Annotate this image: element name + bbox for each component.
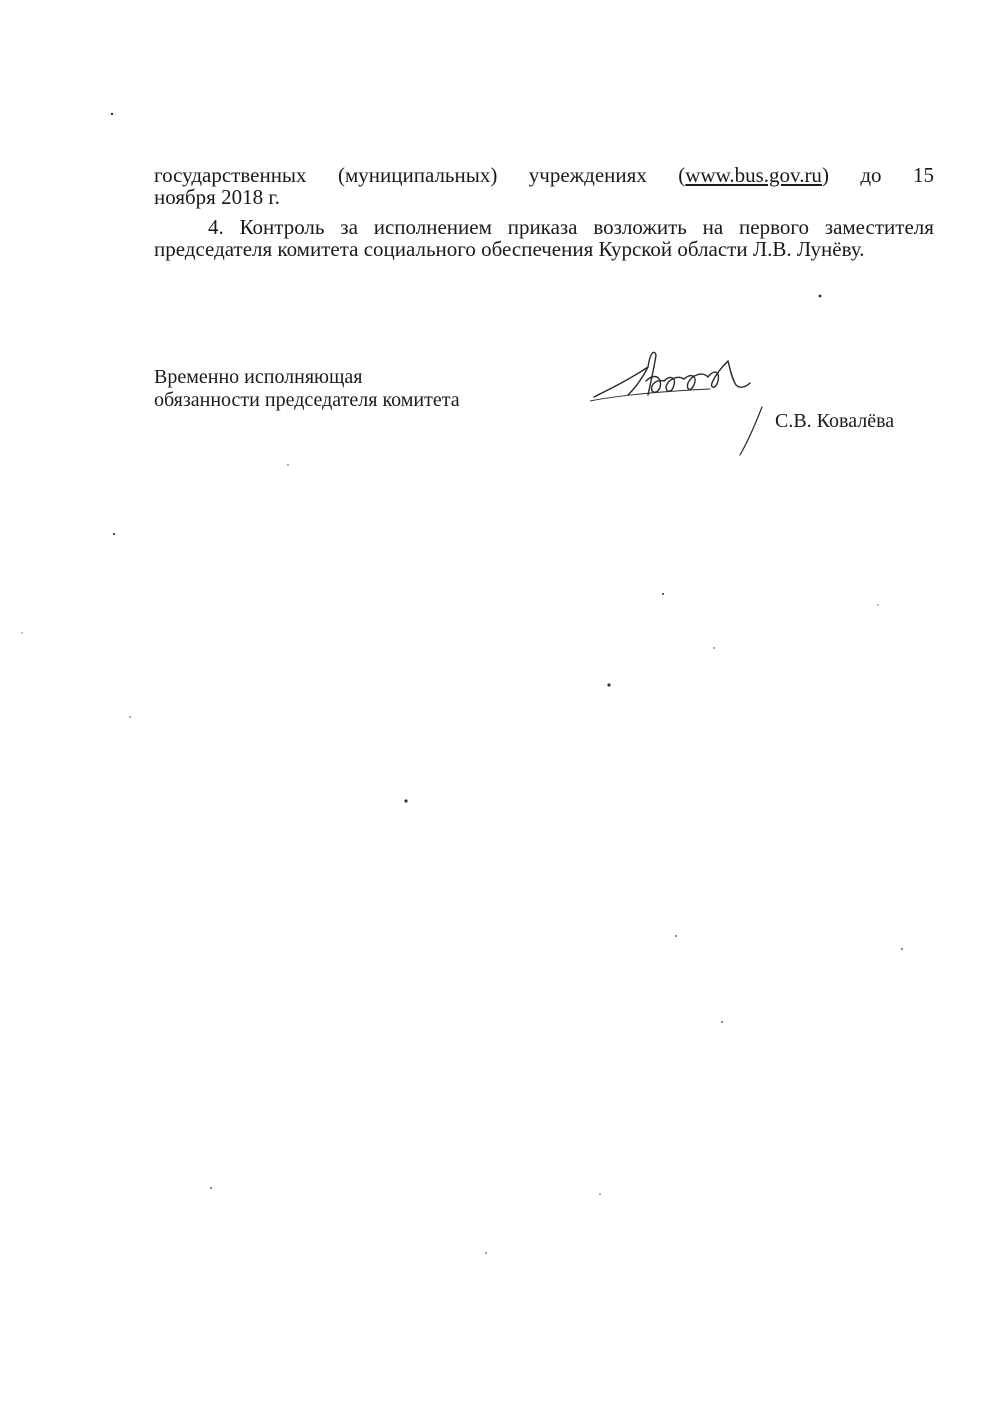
paragraph-line <box>154 164 934 186</box>
word: учреждениях <box>528 163 647 187</box>
word: 4. <box>208 215 224 239</box>
position-line: Временно исполняющая <box>154 366 363 388</box>
paragraph-line <box>154 216 934 238</box>
signatory-position <box>154 366 460 412</box>
word: государственных <box>154 163 307 187</box>
word: Контроль <box>239 215 325 239</box>
paren-close: ) <box>821 163 829 187</box>
word: заместителя <box>824 215 934 239</box>
website-link[interactable]: www.bus.gov.ru <box>685 163 822 187</box>
paren-open: ( <box>678 163 686 187</box>
signature-lettering: Ковал <box>590 345 593 346</box>
word: до <box>860 163 882 187</box>
handwritten-signature <box>590 345 790 460</box>
word: возложить <box>593 215 687 239</box>
position-line: обязанности председателя комитета <box>154 389 460 411</box>
word: (муниципальных) <box>337 163 498 187</box>
paragraph-item-4 <box>154 216 934 260</box>
word: первого <box>739 215 809 239</box>
paragraph-line: ноября 2018 г. <box>154 185 280 209</box>
word: на <box>702 215 724 239</box>
paragraph-continuation <box>154 164 934 208</box>
word: 15 <box>912 163 934 187</box>
word: за <box>340 215 358 239</box>
link-group <box>678 164 829 186</box>
word: приказа <box>507 215 578 239</box>
paragraph-line: председателя комитета социального обеспечения Курской области Л.В. Лунёву. <box>154 237 865 261</box>
signatory-name: С.В. Ковалёва <box>775 410 895 432</box>
word: исполнением <box>373 215 492 239</box>
